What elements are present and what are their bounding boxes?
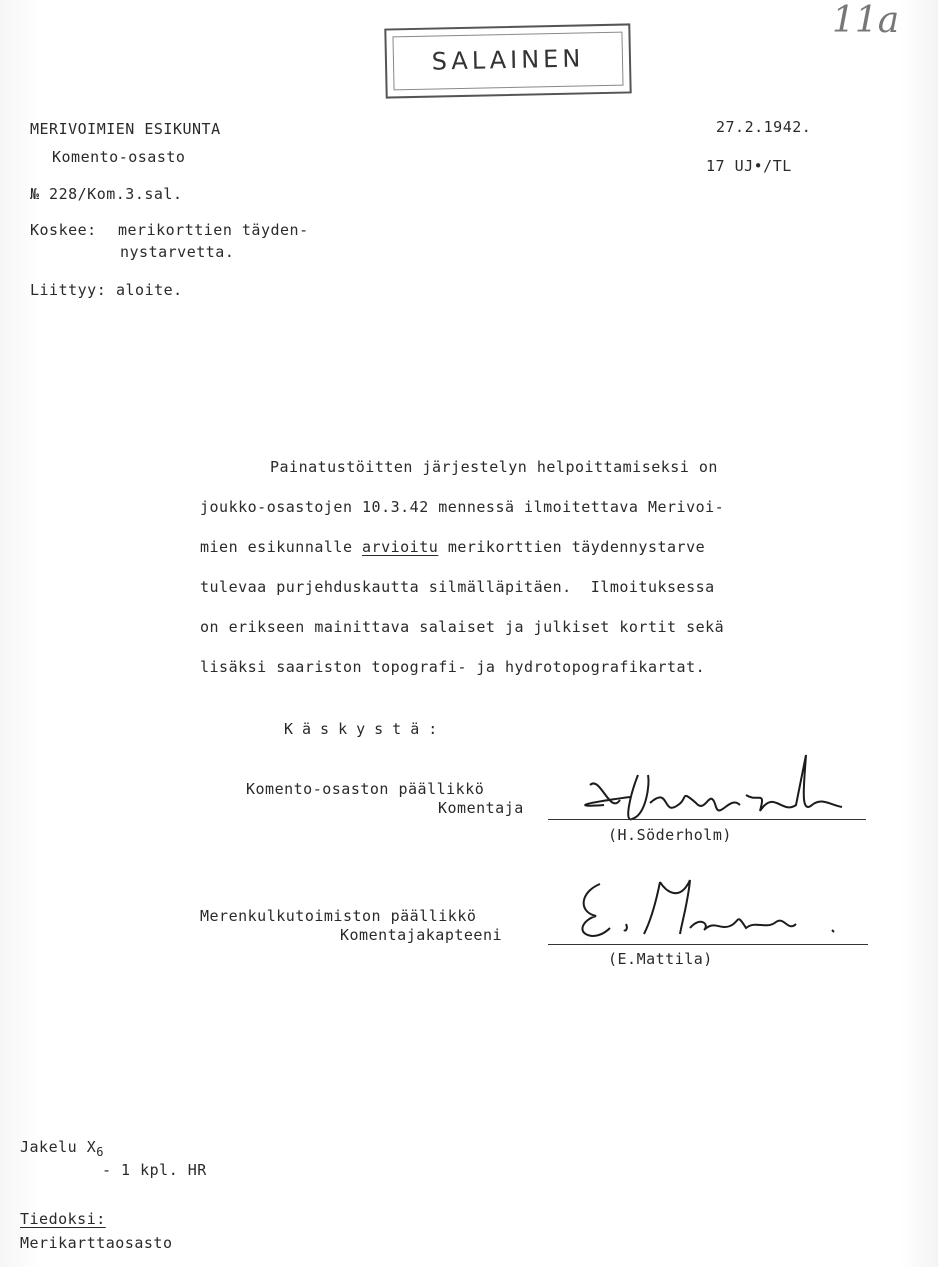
signatory-1-title: Komento-osaston päällikkö — [246, 780, 485, 798]
distribution-label — [20, 1138, 104, 1159]
signature-1-text: H. Söderholm — [560, 745, 568, 746]
body-line-3 — [200, 538, 705, 556]
signature-2-handwritten — [570, 872, 870, 952]
body-line-4: tulevaa purjehduskautta silmälläpitäen. Ilmoituksessa — [200, 578, 715, 596]
for-info-label: Tiedoksi: — [20, 1210, 106, 1228]
signature-2-line — [548, 944, 868, 945]
organization-name: MERIVOIMIEN ESIKUNTA — [30, 120, 221, 138]
distribution-text: Jakelu X — [20, 1138, 97, 1156]
document-date: 27.2.1942. — [716, 118, 812, 136]
for-info-recipient: Merikarttaosasto — [20, 1234, 173, 1252]
distribution-item: - 1 kpl. HR — [102, 1161, 207, 1179]
body-line-3-start: mien esikunnalle — [200, 538, 353, 556]
signatory-1-rank: Komentaja — [438, 799, 524, 817]
document-code: 17 UJ•/TL — [706, 157, 792, 175]
signatory-1-name: (H.Söderholm) — [608, 826, 732, 844]
signature-2-text: E. Mattila — [570, 872, 577, 873]
subject-line-2: nystarvetta. — [120, 243, 235, 261]
body-line-3-end: merikorttien täydennystarve — [447, 538, 706, 556]
signatory-2-name: (E.Mattila) — [608, 950, 713, 968]
department-name: Komento-osasto — [52, 148, 186, 166]
subject-label: Koskee: — [30, 221, 97, 239]
order-line: Käskystä: — [284, 720, 447, 738]
distribution-subscript: 6 — [96, 1145, 104, 1159]
body-line-1: Painatustöitten järjestelyn helpoittamiseksi on — [270, 458, 718, 476]
signature-1-line — [548, 819, 866, 820]
related-value: aloite. — [116, 281, 183, 299]
body-line-5: on erikseen mainittava salaiset ja julkiset kortit sekä — [200, 618, 725, 636]
body-line-6: lisäksi saariston topografi- ja hydrotopografikartat. — [200, 658, 706, 676]
signature-1-handwritten — [560, 745, 860, 835]
body-line-2: joukko-osastojen 10.3.42 mennessä ilmoitettava Merivoi- — [200, 498, 725, 516]
archive-number: 11a — [832, 0, 900, 41]
subject-line-1: merikorttien täyden- — [118, 221, 309, 239]
stamp-text: SALAINEN — [431, 44, 585, 76]
reference-number: № 228/Kom.3.sal. — [30, 185, 183, 203]
underlined-word: arvioitu — [362, 538, 439, 556]
signatory-2-rank: Komentajakapteeni — [340, 926, 503, 944]
signatory-2-title: Merenkulkutoimiston päällikkö — [200, 907, 477, 925]
related-label: Liittyy: — [30, 281, 107, 299]
classification-stamp — [384, 23, 631, 98]
